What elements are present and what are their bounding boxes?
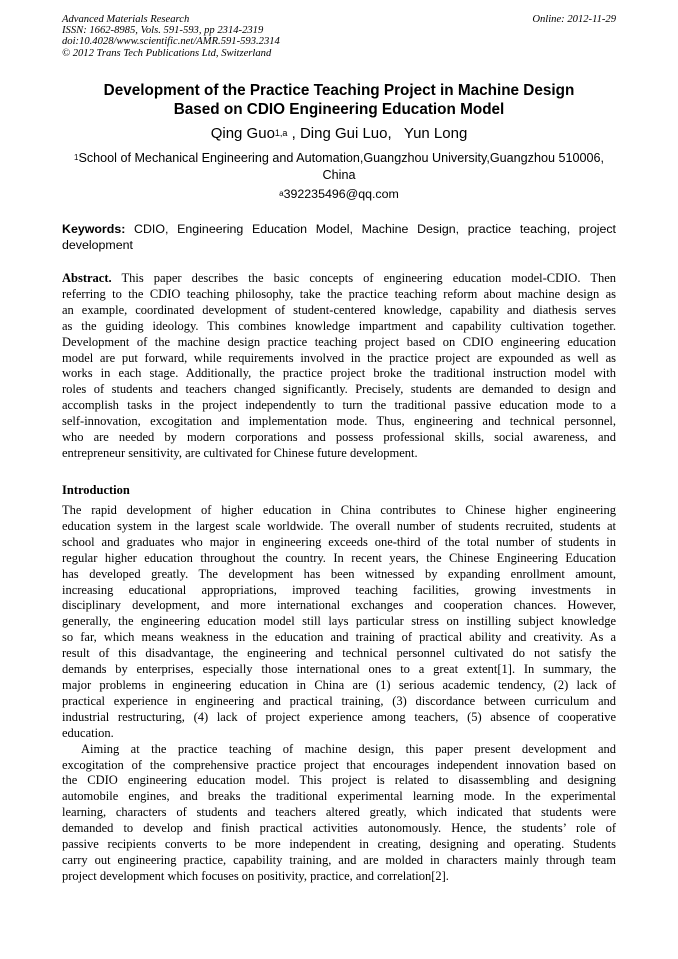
email-address: 392235496@qq.com xyxy=(283,187,399,201)
abstract-line: model are put forward, while requirements involved in the practice project are expounded as well as xyxy=(62,350,616,365)
abstract-label: Abstract. xyxy=(62,271,112,285)
abstract-line: accomplish tasks in the project independently to turn the traditional passive education mode to a xyxy=(62,398,616,413)
intro-line: project development which focuses on positivity, practice, and correlation[2]. xyxy=(62,868,449,883)
abstract-line: an example, coordinated development of student-centered knowledge, capability and diathesis serves xyxy=(62,302,616,317)
intro-line: passive recipients converts to be more independent in creating, designing and operating. Students xyxy=(62,837,616,852)
abstract-line: Development of the machine design practice teaching project based on CDIO engineering education xyxy=(62,334,616,349)
title-line: Development of the Practice Teaching Project in Machine Design xyxy=(103,82,575,99)
intro-line: major problems in engineering education in China are (1) serious academic tendency, (2) lack of xyxy=(62,677,616,692)
abstract-line: as the guiding ideology. This combines knowledge impartment and capability cultivation together. xyxy=(62,318,616,333)
intro-line: Aiming at the practice teaching of machine design, this paper present development and xyxy=(81,741,616,756)
intro-line: automobile engines, and breaks the traditional experimental learning mode. In the experimental xyxy=(62,789,616,804)
paper-title xyxy=(62,81,616,119)
other-authors: , Ding Gui Luo, Yun Long xyxy=(287,125,468,142)
intro-line: regular higher education throughout the country. In recent years, the Chinese Engineering Education xyxy=(62,550,616,565)
intro-line: so far, which means weakness in the education and training of practical ability and creativity. As a xyxy=(62,630,616,645)
abstract xyxy=(62,271,616,462)
abstract-line: who are needed by modern corporations and possess professional skills, social awareness, and xyxy=(62,430,616,445)
affiliation-superscript: 1 xyxy=(73,153,79,162)
intro-line: demanded to develop and finish practical activities autonomously. Hence, the students’ role of xyxy=(62,821,616,836)
intro-line: education. xyxy=(62,725,114,740)
intro-line: education system in the largest scale worldwide. The overall number of students recruited, students at xyxy=(62,518,616,533)
affiliation-line: $^1$School of Mechanical Engineering and Automation,Guangzhou University,Guangzhou 510006, xyxy=(73,151,604,165)
title-line: Based on CDIO Engineering Education Model xyxy=(173,101,505,118)
section-heading-introduction: Introduction xyxy=(62,483,130,497)
introduction-body xyxy=(62,503,616,885)
online-date: Online: 2012-11-29 xyxy=(532,14,616,25)
intro-line: disciplinary development, and more international exchanges and cooperation chances. However, xyxy=(62,598,616,613)
journal-name: Advanced Materials Research xyxy=(62,14,190,25)
intro-line: the CDIO engineering education model. This project is related to disassembling and designing xyxy=(62,773,616,788)
intro-line: excogitation of the comprehensive practice project that encourages independent innovation based on xyxy=(62,757,616,772)
doi-line: doi:10.4028/www.scientific.net/AMR.591-593.2314 xyxy=(62,36,280,48)
abstract-line: Abstract. This paper describes the basic concepts of engineering education model-CDIO. Then xyxy=(62,271,616,285)
intro-line: The rapid development of higher education in China contributes to Chinese higher engineering xyxy=(62,503,616,517)
intro-line: practical experience in engineering and practical training, (3) discordance between curriculum and xyxy=(62,693,616,708)
intro-line: school and graduates who major in engineering exceeds one-third of the total number of students in xyxy=(62,534,616,549)
intro-line: demands by enterprises, especially those international ones to a great extent[1]. In summary, the xyxy=(62,662,616,677)
affiliation xyxy=(62,150,616,183)
intro-line: learning, characters of students and teachers altered greatly, which indicated that students were xyxy=(62,805,616,820)
author-name: Qing Guo xyxy=(210,125,275,142)
keywords-line: development xyxy=(62,237,133,252)
author-email xyxy=(62,186,616,202)
abstract-line: self-innovation, excogitation and implementation mode. Thus, engineering and technical personnel, xyxy=(62,414,616,429)
intro-line: generally, the engineering education model still lays particular stress on instilling subject knowledge xyxy=(62,614,616,629)
keywords-block xyxy=(62,222,616,253)
affiliation-line: China xyxy=(322,167,356,182)
abstract-line: roles of students and teachers changed significantly. Precisely, students are demanded to design and xyxy=(62,382,616,397)
intro-line: industrial restructuring, (4) lack of project experience among teachers, (5) absence of cooperative xyxy=(62,709,616,724)
intro-line: result of this disadvantage, the engineering and technical personnel cultivated do not satisfy the xyxy=(62,646,616,661)
journal-header xyxy=(62,14,616,59)
abstract-line: works in each stage. Additionally, the practice project broke the traditional instruction model with xyxy=(62,366,616,381)
intro-line: carry out engineering practice, capability training, and are molded in characters mainly through team xyxy=(62,852,616,867)
intro-line: has developed greatly. The development has been witnessed by expanding enrollment amount, xyxy=(62,566,616,581)
issn-line: ISSN: 1662-8985, Vols. 591-593, pp 2314-2319 xyxy=(62,25,264,37)
keywords-label: Keywords: xyxy=(62,222,126,236)
copyright-line: © 2012 Trans Tech Publications Ltd, Switzerland xyxy=(62,47,272,59)
author-list xyxy=(62,124,616,144)
keywords-line: Keywords: CDIO, Engineering Education Model, Machine Design, practice teaching, project xyxy=(62,222,616,236)
abstract-line: entrepreneur sensitivity, are cultivated for Chinese future development. xyxy=(62,445,418,460)
intro-line: increasing educational appropriations, improved teaching facilities, growing investments in xyxy=(62,582,616,597)
author-superscript: 1,a xyxy=(274,128,288,138)
email-superscript: a xyxy=(279,189,284,198)
abstract-line: referring to the CDIO teaching philosophy, take the practice teaching reform about machine design as xyxy=(62,286,616,301)
